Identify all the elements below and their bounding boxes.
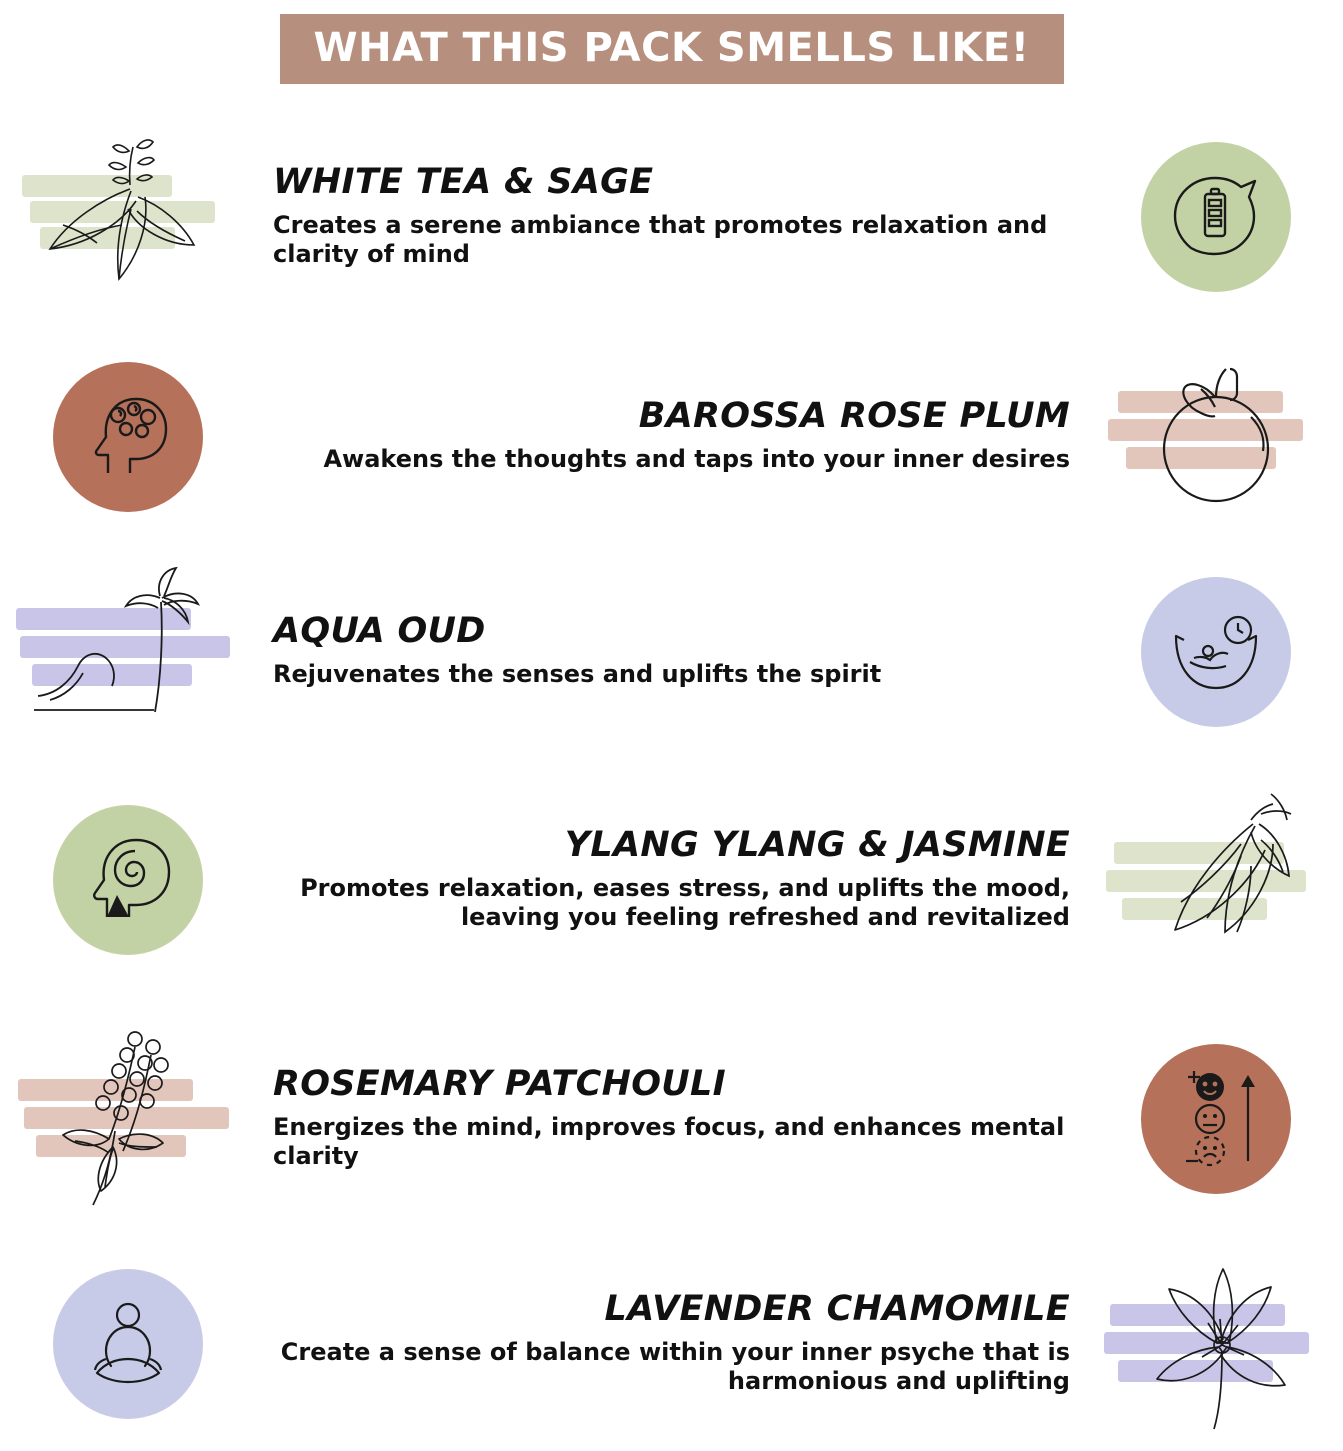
circle-blob-terracotta [1141,1044,1291,1194]
lily-flower-sketch-icon [1121,1251,1311,1436]
header-banner [280,14,1064,84]
circle-blob-periwinkle [53,1269,203,1419]
palm-wave-sketch-icon [28,564,228,739]
hammock-relax-icon [1160,596,1272,708]
scent-text-ylang-jasmine [255,827,1088,932]
palm-wave-art [0,544,255,759]
scent-description: Awakens the thoughts and taps into your inner desires [323,445,1070,474]
sage-leaf-sketch-icon [33,129,223,304]
lily-flower-art [1088,1236,1343,1451]
scent-name: YLANG YLANG & JASMINE [564,825,1070,866]
scent-row [0,329,1343,544]
rosemary-art [0,1001,255,1236]
head-battery-art [1088,104,1343,329]
scent-row [0,759,1343,1001]
head-spiral-icon [69,821,187,939]
scent-text-white-tea-sage [255,161,1088,269]
rosemary-sprig-sketch-icon [35,1021,220,1216]
ylang-flower-art [1088,759,1343,1001]
scent-description: Promotes relaxation, eases stress, and uplifts the mood, leaving you feeling refreshed and revitalized [300,874,1070,932]
scent-row [0,544,1343,759]
scent-text-lavender-chamomile [255,1288,1088,1396]
scent-row [0,104,1343,329]
circle-blob-periwinkle [1141,577,1291,727]
page-title: WHAT THIS PACK SMELLS LIKE! [313,25,1030,71]
head-swirls-icon [72,381,184,493]
mood-scale-icon [1158,1061,1274,1177]
meditation-pose-icon [73,1289,183,1399]
circle-blob-terracotta [53,362,203,512]
sage-leaf-art [0,104,255,329]
plum-fruit-art [1088,329,1343,544]
circle-blob-green [1141,142,1291,292]
mood-scale-art [1088,1001,1343,1236]
scent-text-rosemary-patchouli [255,1063,1088,1171]
header-banner-wrap [0,14,1343,84]
scent-text-aqua-oud [255,613,1088,689]
scent-description: Energizes the mind, improves focus, and enhances mental clarity [273,1112,1065,1170]
plum-fruit-sketch-icon [1131,357,1301,517]
head-spiral-art [0,759,255,1001]
scent-description: Rejuvenates the senses and uplifts the spirit [273,660,882,689]
ylang-flower-sketch-icon [1121,780,1311,980]
scent-text-barossa-rose-plum [255,398,1088,474]
head-battery-icon [1161,162,1271,272]
scent-list [0,104,1343,1451]
scent-name: ROSEMARY PATCHOULI [273,1063,726,1104]
scent-row [0,1236,1343,1451]
scent-name: BAROSSA ROSE PLUM [638,396,1070,437]
head-swirls-art [0,329,255,544]
scent-row [0,1001,1343,1236]
circle-blob-green [53,805,203,955]
scent-description: Creates a serene ambiance that promotes relaxation and clarity of mind [273,210,1048,268]
hammock-art [1088,544,1343,759]
meditation-art [0,1236,255,1451]
scent-name: LAVENDER CHAMOMILE [604,1288,1070,1329]
scent-name: WHITE TEA & SAGE [273,161,654,202]
scent-description: Create a sense of balance within your inner psyche that is harmonious and uplifting [280,1337,1070,1395]
scent-name: AQUA OUD [273,611,486,652]
